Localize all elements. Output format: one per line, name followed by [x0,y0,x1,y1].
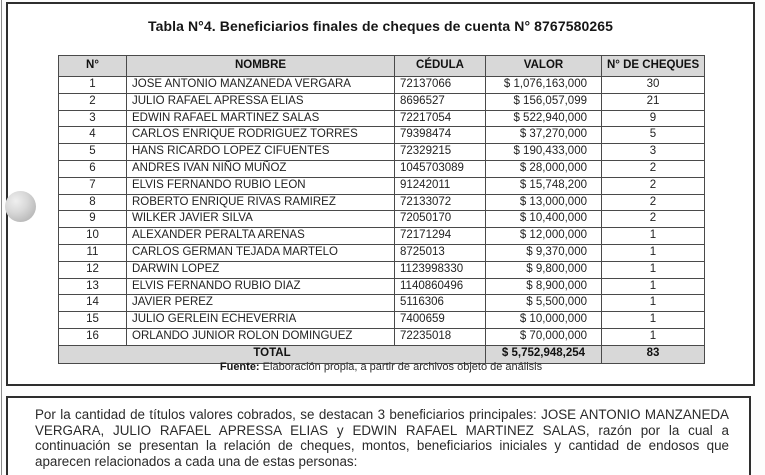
table-row [59,127,705,144]
cell-nombre: EDWIN RAFAEL MARTINEZ SALAS [127,110,395,127]
cell-valor: $ 10,400,000 [486,211,602,228]
cell-cheques: 1 [602,295,705,312]
table-row [59,261,705,278]
cell-numero: 7 [59,177,127,194]
source-caption [58,361,704,373]
cell-cheques: 21 [602,93,705,110]
table-title: Tabla N°4. Beneficiarios finales de cheques de cuenta N° 8767580265 [147,18,614,34]
source-caption-text: Elaboración propia, a partir de archivos objeto de análisis [262,361,543,373]
table-row [59,312,705,329]
column-header-valor: VALOR [486,56,602,77]
cell-valor: $ 8,900,000 [486,278,602,295]
page-scan-edge [1,0,2,475]
cell-cedula: 1140860496 [395,278,486,295]
cell-numero: 6 [59,160,127,177]
table-row [59,328,705,345]
cell-valor: $ 5,500,000 [486,295,602,312]
column-header-cedula: CÉDULA [395,56,486,77]
column-header-numero: N° [59,56,127,77]
cell-nombre: JULIO RAFAEL APRESSA ELIAS [127,93,395,110]
cell-cedula: 72171294 [395,228,486,245]
cell-valor: $ 10,000,000 [486,312,602,329]
cell-cedula: 7400659 [395,312,486,329]
cell-numero: 1 [59,77,127,94]
total-label: TOTAL [59,345,486,363]
table-row [59,177,705,194]
cell-numero: 4 [59,127,127,144]
table-row [59,228,705,245]
cell-nombre: CARLOS GERMAN TEJADA MARTELO [127,244,395,261]
cell-nombre: JULIO GERLEIN ECHEVERRIA [127,312,395,329]
cell-cedula: 72235018 [395,328,486,345]
cell-valor: $ 522,940,000 [486,110,602,127]
cell-numero: 13 [59,278,127,295]
table-row [59,160,705,177]
cell-nombre: DARWIN LOPEZ [127,261,395,278]
table-header-row [59,56,705,77]
column-header-cheques: N° DE CHEQUES [602,56,705,77]
beneficiaries-table [58,55,705,364]
cell-numero: 3 [59,110,127,127]
table-row [59,77,705,94]
cell-nombre: CARLOS ENRIQUE RODRIGUEZ TORRES [127,127,395,144]
cell-cheques: 2 [602,211,705,228]
table-row [59,110,705,127]
table-row [59,211,705,228]
cell-numero: 8 [59,194,127,211]
cell-nombre: ROBERTO ENRIQUE RIVAS RAMIREZ [127,194,395,211]
source-caption-label: Fuente: [219,361,260,373]
cell-nombre: ORLANDO JUNIOR ROLON DOMINGUEZ [127,328,395,345]
cell-cedula: 1123998330 [395,261,486,278]
table-row [59,278,705,295]
cell-valor: $ 1,076,163,000 [486,77,602,94]
cell-valor: $ 190,433,000 [486,144,602,161]
cell-cheques: 1 [602,261,705,278]
cell-numero: 5 [59,144,127,161]
table-row [59,244,705,261]
hole-punch-artifact [5,191,36,222]
cell-valor: $ 156,057,099 [486,93,602,110]
cell-nombre: JAVIER PEREZ [127,295,395,312]
cell-cheques: 1 [602,328,705,345]
cell-cedula: 72050170 [395,211,486,228]
cell-nombre: ELVIS FERNANDO RUBIO LEON [127,177,395,194]
cell-nombre: WILKER JAVIER SILVA [127,211,395,228]
cell-numero: 16 [59,328,127,345]
cell-numero: 11 [59,244,127,261]
cell-cedula: 72137066 [395,77,486,94]
column-header-nombre: NOMBRE [127,56,395,77]
table-row [59,144,705,161]
cell-nombre: ELVIS FERNANDO RUBIO DIAZ [127,278,395,295]
paragraph-section-box [6,396,751,475]
table-row [59,93,705,110]
cell-valor: $ 13,000,000 [486,194,602,211]
cell-valor: $ 28,000,000 [486,160,602,177]
cell-cheques: 1 [602,278,705,295]
cell-cedula: 72217054 [395,110,486,127]
cell-cedula: 1045703089 [395,160,486,177]
cell-cheques: 5 [602,127,705,144]
cell-numero: 14 [59,295,127,312]
cell-cedula: 72329215 [395,144,486,161]
table-row [59,295,705,312]
total-valor: $ 5,752,948,254 [486,345,602,363]
cell-cheques: 2 [602,194,705,211]
cell-cheques: 9 [602,110,705,127]
cell-numero: 9 [59,211,127,228]
cell-nombre: JOSE ANTONIO MANZANEDA VERGARA [127,77,395,94]
cell-cheques: 30 [602,77,705,94]
cell-cheques: 1 [602,312,705,329]
cell-cedula: 5116306 [395,295,486,312]
body-paragraph: Por la cantidad de títulos valores cobrados, se destacan 3 beneficiarios principales: JOSE ANTONIO MANZANEDA VERGARA, JULIO RAFAEL APRESSA ELIAS y EDWIN RAFAEL MARTINEZ SALAS, razón por la cual a continuación se presentan la relación de cheques, montos, beneficiarios iniciales y cantidad de endosos que aparecen relacionados a cada una de estas personas: [35,407,729,469]
cell-numero: 2 [59,93,127,110]
cell-numero: 12 [59,261,127,278]
cell-valor: $ 12,000,000 [486,228,602,245]
cell-cheques: 2 [602,160,705,177]
cell-cheques: 1 [602,228,705,245]
cell-cheques: 2 [602,177,705,194]
cell-cedula: 91242011 [395,177,486,194]
cell-cheques: 3 [602,144,705,161]
cell-valor: $ 9,800,000 [486,261,602,278]
cell-valor: $ 9,370,000 [486,244,602,261]
cell-cedula: 79398474 [395,127,486,144]
cell-nombre: HANS RICARDO LOPEZ CIFUENTES [127,144,395,161]
cell-nombre: ANDRES IVAN NIÑO MUÑOZ [127,160,395,177]
cell-nombre: ALEXANDER PERALTA ARENAS [127,228,395,245]
total-cheques: 83 [602,345,705,363]
table-section-box [6,2,755,386]
cell-valor: $ 70,000,000 [486,328,602,345]
cell-cedula: 8725013 [395,244,486,261]
cell-cedula: 72133072 [395,194,486,211]
cell-valor: $ 15,748,200 [486,177,602,194]
cell-numero: 10 [59,228,127,245]
cell-numero: 15 [59,312,127,329]
cell-cedula: 8696527 [395,93,486,110]
table-row [59,194,705,211]
cell-cheques: 1 [602,244,705,261]
cell-valor: $ 37,270,000 [486,127,602,144]
